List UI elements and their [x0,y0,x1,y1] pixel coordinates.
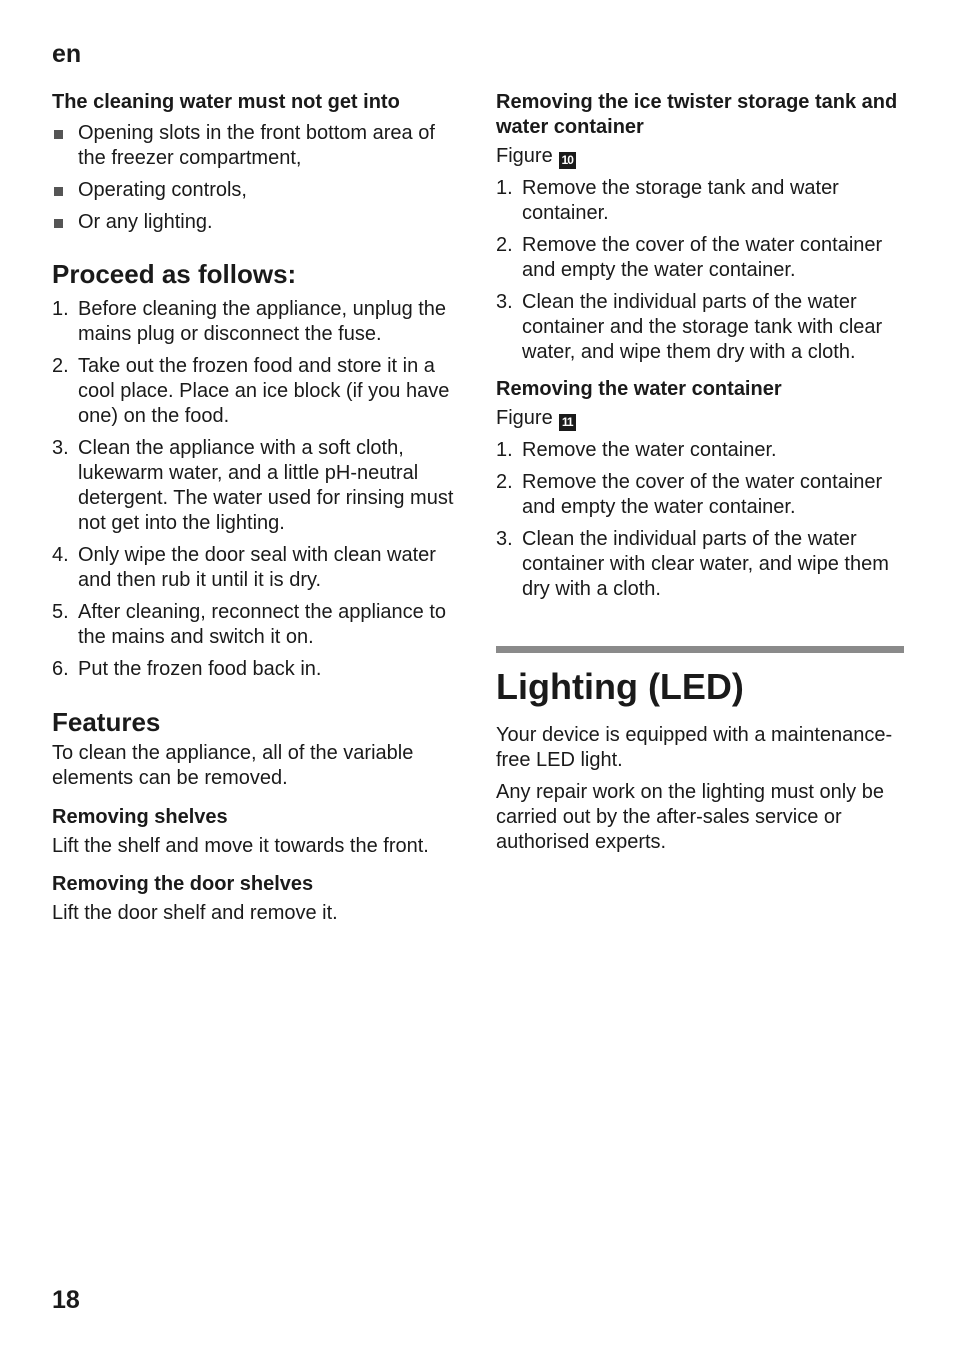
list-item: 3. Clean the individual parts of the water container with clear water, and wipe them dry with a cloth. [496,528,889,600]
list-item: 2. Remove the cover of the water container and empty the water container. [496,471,883,518]
bullet-square-icon [54,219,63,228]
removing-door-shelves-heading: Removing the door shelves [52,873,314,895]
figure-reference: Figure 10 [496,144,904,169]
features-intro: To clean the appliance, all of the variable elements can be removed. [52,742,414,789]
list-item: 2. Remove the cover of the water container and empty the water container. [496,234,883,281]
cleaning-water-heading: The cleaning water must not get into [52,91,400,113]
removing-door-shelves-text: Lift the door shelf and remove it. [52,902,338,924]
proceed-steps [52,297,462,682]
water-container-heading: Removing the water container [496,378,782,400]
list-item: Opening slots in the front bottom area of the freezer compartment, [52,121,462,171]
lighting-paragraph: Any repair work on the lighting must only be carried out by the after-sales service or authorised experts. [496,781,884,853]
lighting-paragraph: Your device is equipped with a maintenance-free LED light. [496,724,893,771]
cleaning-water-list [52,121,462,235]
language-code: en [52,40,82,68]
list-item: 2. Take out the frozen food and store it in a cool place. Place an ice block (if you have one) on the food. [52,355,450,427]
water-container-steps [496,438,904,602]
section-divider [496,646,904,653]
ice-twister-heading: Removing the ice twister storage tank and water container [496,91,898,138]
list-item: 4. Only wipe the door seal with clean water and then rub it until it is dry. [52,544,436,591]
figure-number-badge: 11 [559,414,576,431]
right-column [496,90,904,855]
removing-shelves-text: Lift the shelf and move it towards the front. [52,835,429,857]
list-item: 3. Clean the individual parts of the water container and the storage tank with clear water, and wipe them dry with a cloth. [496,291,883,363]
figure-reference: Figure 11 [496,406,904,431]
list-item: Or any lighting. [52,210,462,235]
list-item: 3. Clean the appliance with a soft cloth, lukewarm water, and a little pH-neutral detergent. The water used for rinsing must not get into the lighting. [52,437,454,534]
left-column [52,90,462,926]
ice-twister-steps [496,176,904,365]
list-item: 1. Before cleaning the appliance, unplug the mains plug or disconnect the fuse. [52,298,447,345]
list-item: 1. Remove the storage tank and water container. [496,177,839,224]
list-item: 6. Put the frozen food back in. [52,658,322,680]
bullet-square-icon [54,187,63,196]
list-item: 5. After cleaning, reconnect the appliance to the mains and switch it on. [52,601,447,648]
list-item: Operating controls, [52,178,462,203]
page-number: 18 [52,1286,80,1314]
figure-number-badge: 10 [559,152,576,169]
proceed-heading: Proceed as follows: [52,259,297,289]
removing-shelves-heading: Removing shelves [52,806,228,828]
features-heading: Features [52,707,161,737]
lighting-heading: Lighting (LED) [496,666,744,707]
bullet-square-icon [54,130,63,139]
list-item: 1. Remove the water container. [496,439,777,461]
